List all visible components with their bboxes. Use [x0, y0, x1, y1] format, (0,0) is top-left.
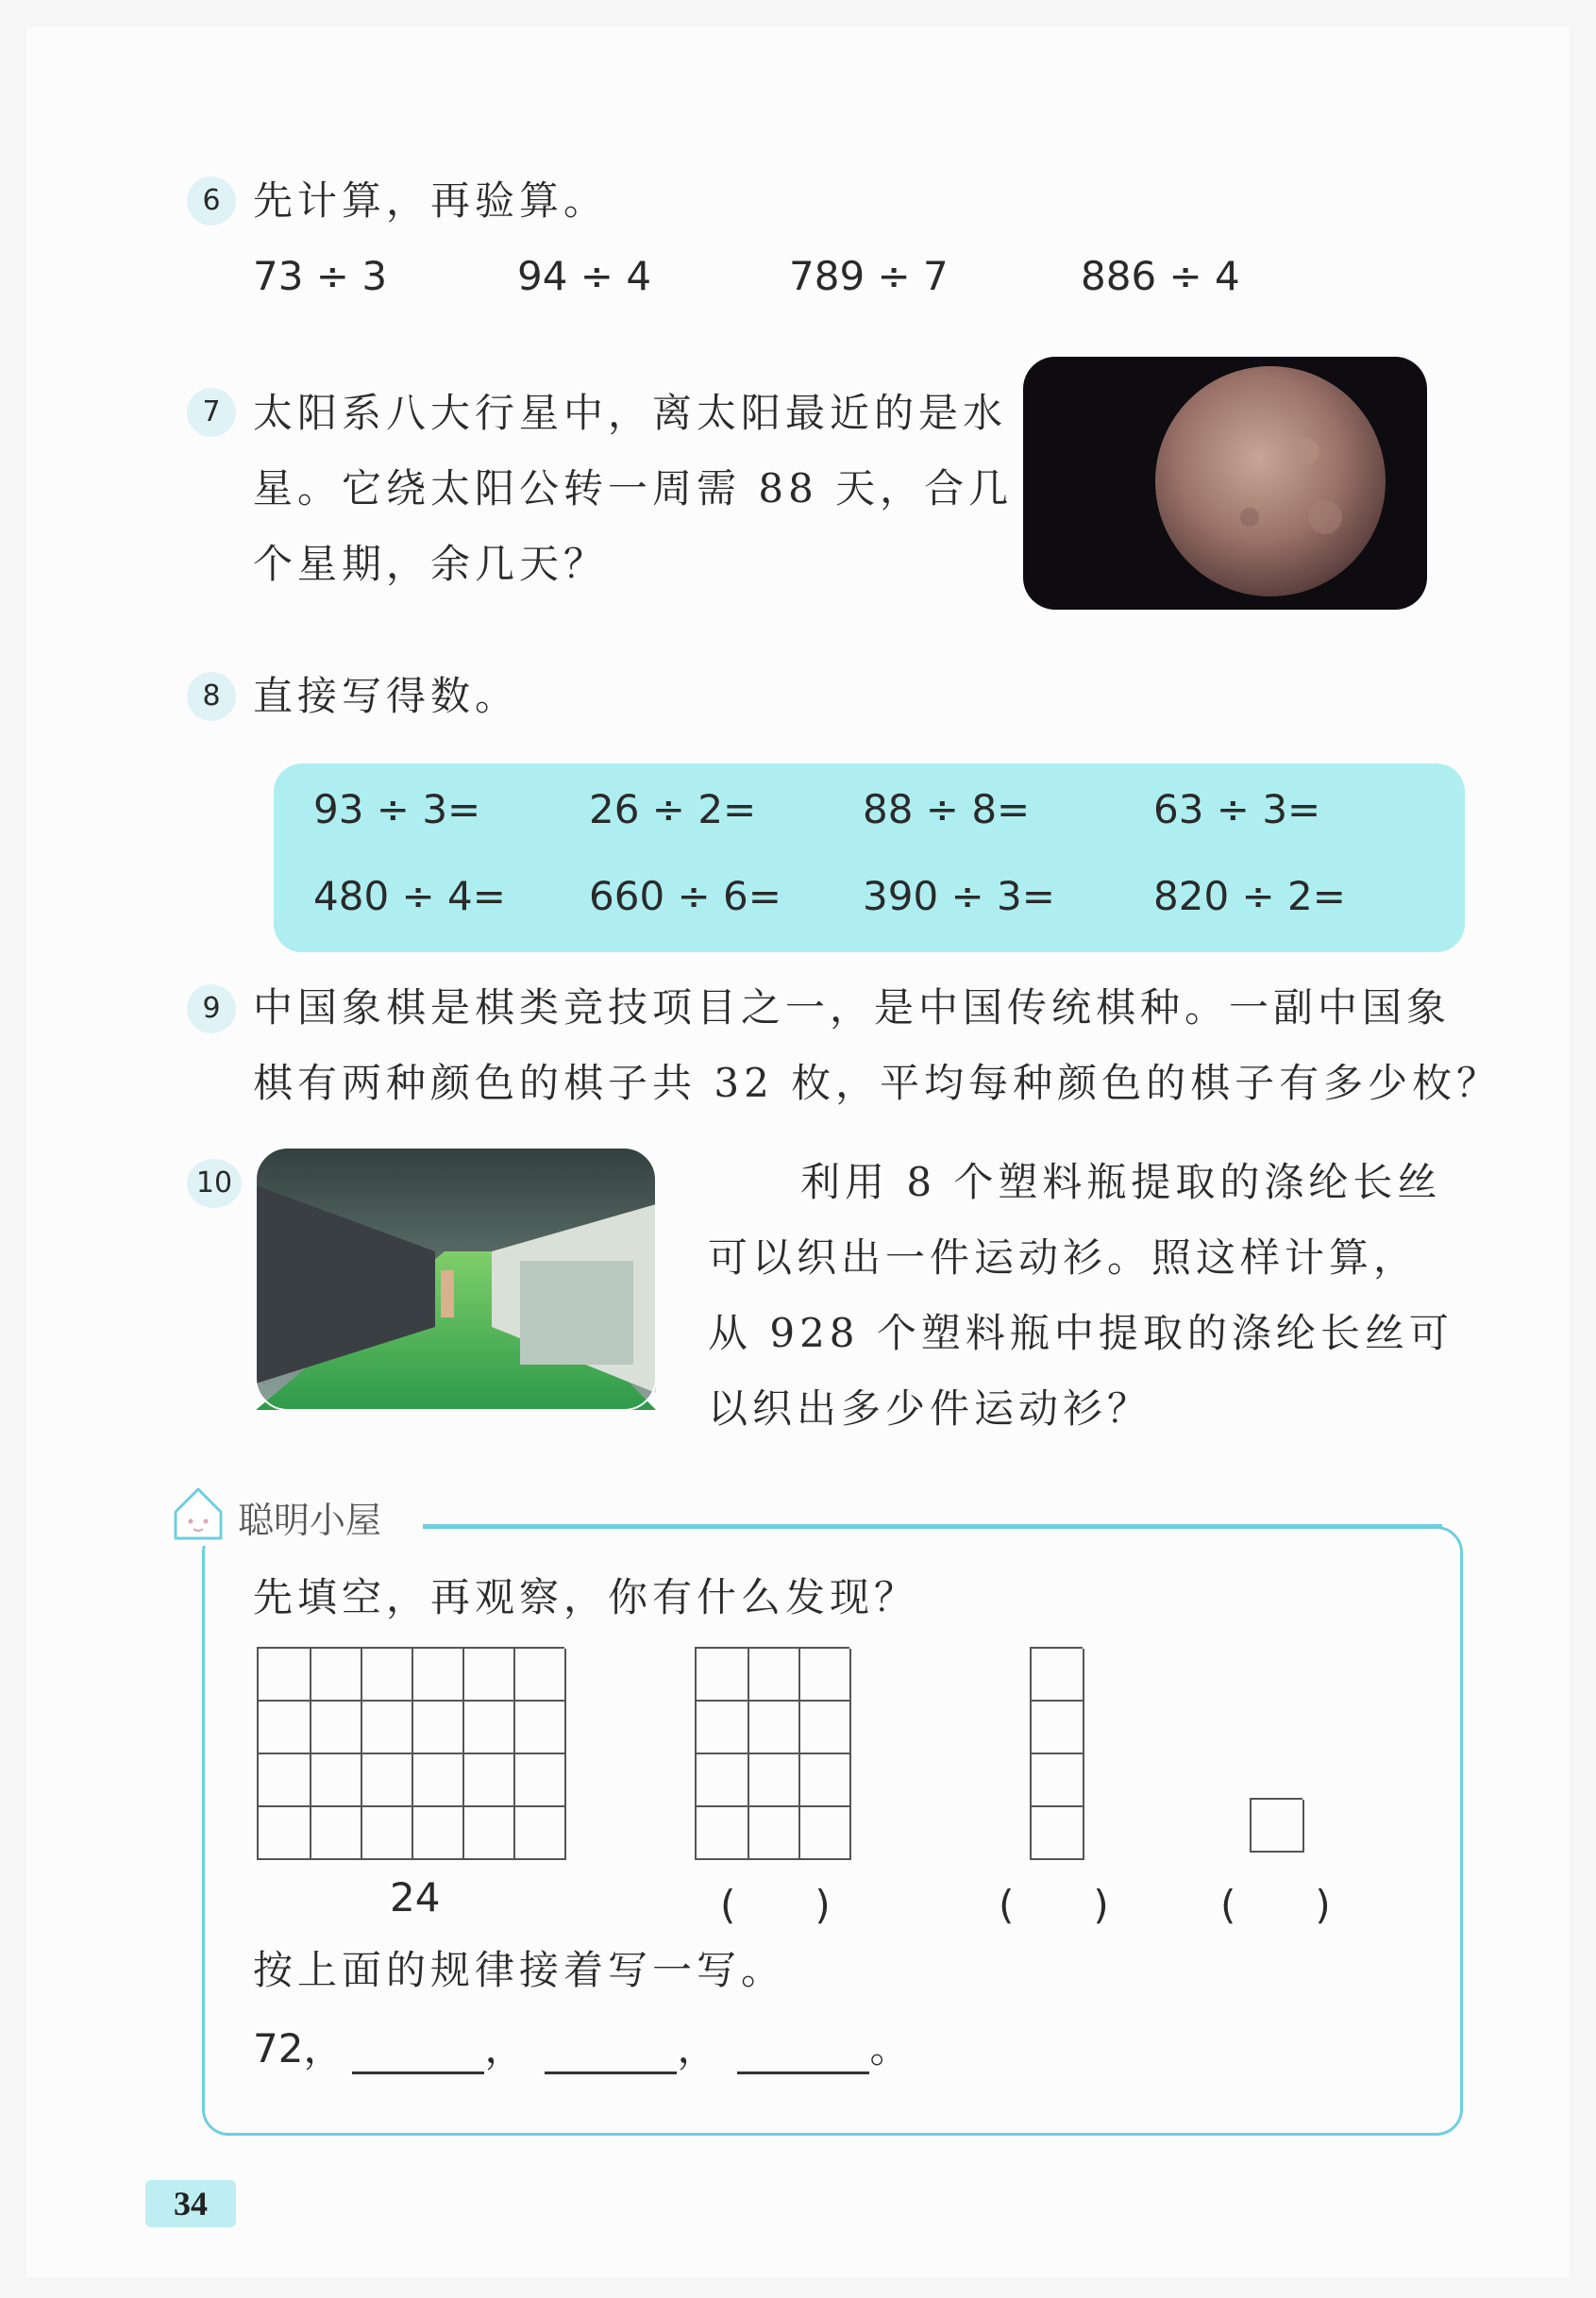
- answer-blank-paren[interactable]: ( ): [720, 1882, 831, 1928]
- q7-line-2: 星。它绕太阳公转一周需 88 天，合几: [253, 465, 1014, 512]
- house-icon: [168, 1484, 228, 1542]
- grid-3x4: [695, 1647, 849, 1860]
- q10-line-4: 以织出多少件运动衫？: [708, 1385, 1152, 1432]
- q7-line-1: 太阳系八大行星中，离太阳最近的是水: [253, 390, 1008, 436]
- sequence-end: 。: [869, 2025, 910, 2072]
- q8-item: 480 ÷ 4=: [313, 873, 506, 919]
- question-number-8: 8: [187, 672, 236, 721]
- q9-line-1: 中国象棋是棋类竞技项目之一，是中国传统棋种。一副中国象: [253, 984, 1452, 1031]
- q8-item: 660 ÷ 6=: [589, 873, 781, 919]
- sequence-separator: ，: [484, 2025, 525, 2072]
- smart-house-header: [140, 1480, 423, 1546]
- q8-item: 26 ÷ 2=: [589, 786, 757, 832]
- answer-blank-paren[interactable]: ( ): [1220, 1882, 1331, 1928]
- sequence-blank[interactable]: [352, 2034, 484, 2074]
- q9-line-2: 棋有两种颜色的棋子共 32 枚，平均每种颜色的棋子有多少枚？: [253, 1060, 1502, 1106]
- q10-line-3: 从 928 个塑料瓶中提取的涤纶长丝可: [708, 1310, 1453, 1356]
- q6-item-4: 886 ÷ 4: [1081, 253, 1240, 299]
- sequence-blank[interactable]: [737, 2034, 869, 2074]
- mercury-photo: [1023, 357, 1427, 610]
- grid-1x4: [1030, 1647, 1083, 1860]
- q8-item: 390 ÷ 3=: [863, 873, 1055, 919]
- sequence-start: 72，: [253, 2025, 344, 2072]
- sequence-blank[interactable]: [545, 2034, 677, 2074]
- q8-instruction: 直接写得数。: [253, 673, 520, 719]
- sequence-line: [253, 2018, 910, 2074]
- factory-photo: [256, 1148, 656, 1410]
- grid-count-24: 24: [390, 1874, 441, 1921]
- q8-item: 88 ÷ 8=: [863, 786, 1031, 832]
- q6-item-3: 789 ÷ 7: [789, 253, 949, 299]
- grid-6x4: [257, 1647, 564, 1860]
- question-number-7: 7: [187, 388, 236, 437]
- question-number-9: 9: [187, 984, 236, 1033]
- page-number: 34: [145, 2180, 236, 2227]
- q10-line-1: 利用 8 个塑料瓶提取的涤纶长丝: [800, 1159, 1442, 1205]
- q8-item: 63 ÷ 3=: [1153, 786, 1321, 832]
- smart-prompt: 先填空，再观察，你有什么发现？: [253, 1574, 919, 1620]
- header-rule: [423, 1524, 1442, 1527]
- question-number-10: 10: [187, 1159, 242, 1208]
- smart-rule: 按上面的规律接着写一写。: [253, 1947, 786, 1993]
- grid-1x1: [1250, 1798, 1302, 1853]
- q6-item-1: 73 ÷ 3: [253, 253, 388, 299]
- textbook-page: [26, 26, 1570, 2277]
- question-number-6: 6: [187, 176, 236, 226]
- answer-blank-paren[interactable]: ( ): [999, 1882, 1109, 1928]
- smart-house-title: 聪明小屋: [238, 1500, 382, 1541]
- q8-item: 820 ÷ 2=: [1153, 873, 1346, 919]
- calc-panel: [274, 763, 1465, 952]
- q8-item: 93 ÷ 3=: [313, 786, 481, 832]
- q10-line-2: 可以织出一件运动衫。照这样计算，: [708, 1234, 1419, 1281]
- sequence-separator: ，: [677, 2025, 717, 2072]
- q6-instruction: 先计算，再验算。: [253, 177, 609, 224]
- q6-item-2: 94 ÷ 4: [517, 253, 652, 299]
- q7-line-3: 个星期，余几天？: [253, 541, 609, 587]
